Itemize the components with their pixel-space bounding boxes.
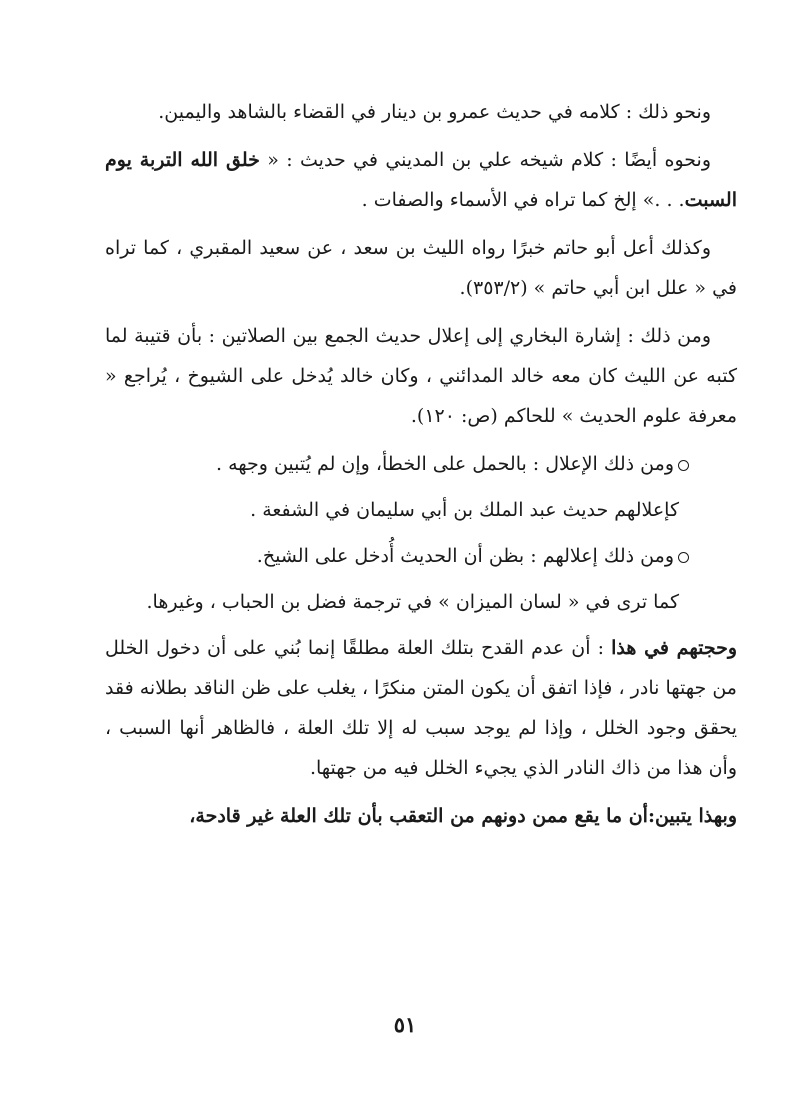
paragraph-4 [105,316,737,436]
example-line-1-text: كإعلالهم حديث عبد الملك بن أبي سليمان في الشفعة . [250,499,679,521]
bullet-item-2-text: ومن ذلك إعلالهم : بظن أن الحديث أُدخل على الشيخ. [256,545,674,567]
paragraph-2 [105,140,737,220]
hadith-quote-bold: خلق الله التربة يوم السبت [105,149,737,211]
paragraph-1 [105,92,737,132]
example-line-2-text: كما ترى في « لسان الميزان » في ترجمة فضل بن الحباب ، وغيرها. [146,591,679,613]
paragraph-2-text-end: . . .» إلخ كما تراه في الأسماء والصفات . [361,189,685,211]
circle-bullet-icon [678,552,689,563]
conclusion-text: وبهذا يتبين:أن ما يقع ممن دونهم من التعقب بأن تلك العلة غير قادحة، [189,805,737,827]
page-body [105,92,737,844]
paragraph-2-text-start: ونحوه أيضًا : كلام شيخه علي بن المديني في حديث : « [259,149,711,171]
paragraph-3-text: وكذلك أعل أبو حاتم خبرًا رواه الليث بن سعد ، عن سعيد المقبري ، كما تراه في « علل ابن أبي حاتم » (٣٥٣/٢). [105,237,737,299]
argument-heading-bold: وحجتهم في هذا [611,637,738,659]
bullet-item-1 [105,444,737,484]
bullet-item-2 [105,536,737,576]
circle-bullet-icon [678,460,689,471]
paragraph-1-text: ونحو ذلك : كلامه في حديث عمرو بن دينار في القضاء بالشاهد واليمين. [158,101,711,123]
example-line-1 [105,490,737,530]
paragraph-3 [105,228,737,308]
page-number: ٥١ [393,1012,417,1037]
paragraph-argument [105,628,737,788]
example-line-2 [105,582,737,622]
paragraph-4-text: ومن ذلك : إشارة البخاري إلى إعلال حديث الجمع بين الصلاتين : بأن قتيبة لما كتبه عن الليث كان معه خالد المدائني ، وكان خالد يُدخل على الشيوخ ، يُراجع « معرفة علوم الحديث » للحاكم (ص: ١٢٠). [105,325,737,427]
bullet-item-1-text: ومن ذلك الإعلال : بالحمل على الخطأ، وإن لم يُتبين وجهه . [215,453,674,475]
argument-text: : أن عدم القدح بتلك العلة مطلقًا إنما بُني على أن دخول الخلل من جهتها نادر ، فإذا اتفق أن يكون المتن منكرًا ، يغلب على ظن الناقد بطلانه فقد يحقق وجود الخلل ، وإذا لم يوجد سبب له إلا تلك العلة ، فالظاهر أنها السبب ، وأن هذا من ذاك النادر الذي يجيء الخلل فيه من جهتها. [105,637,737,779]
paragraph-conclusion [105,796,737,836]
